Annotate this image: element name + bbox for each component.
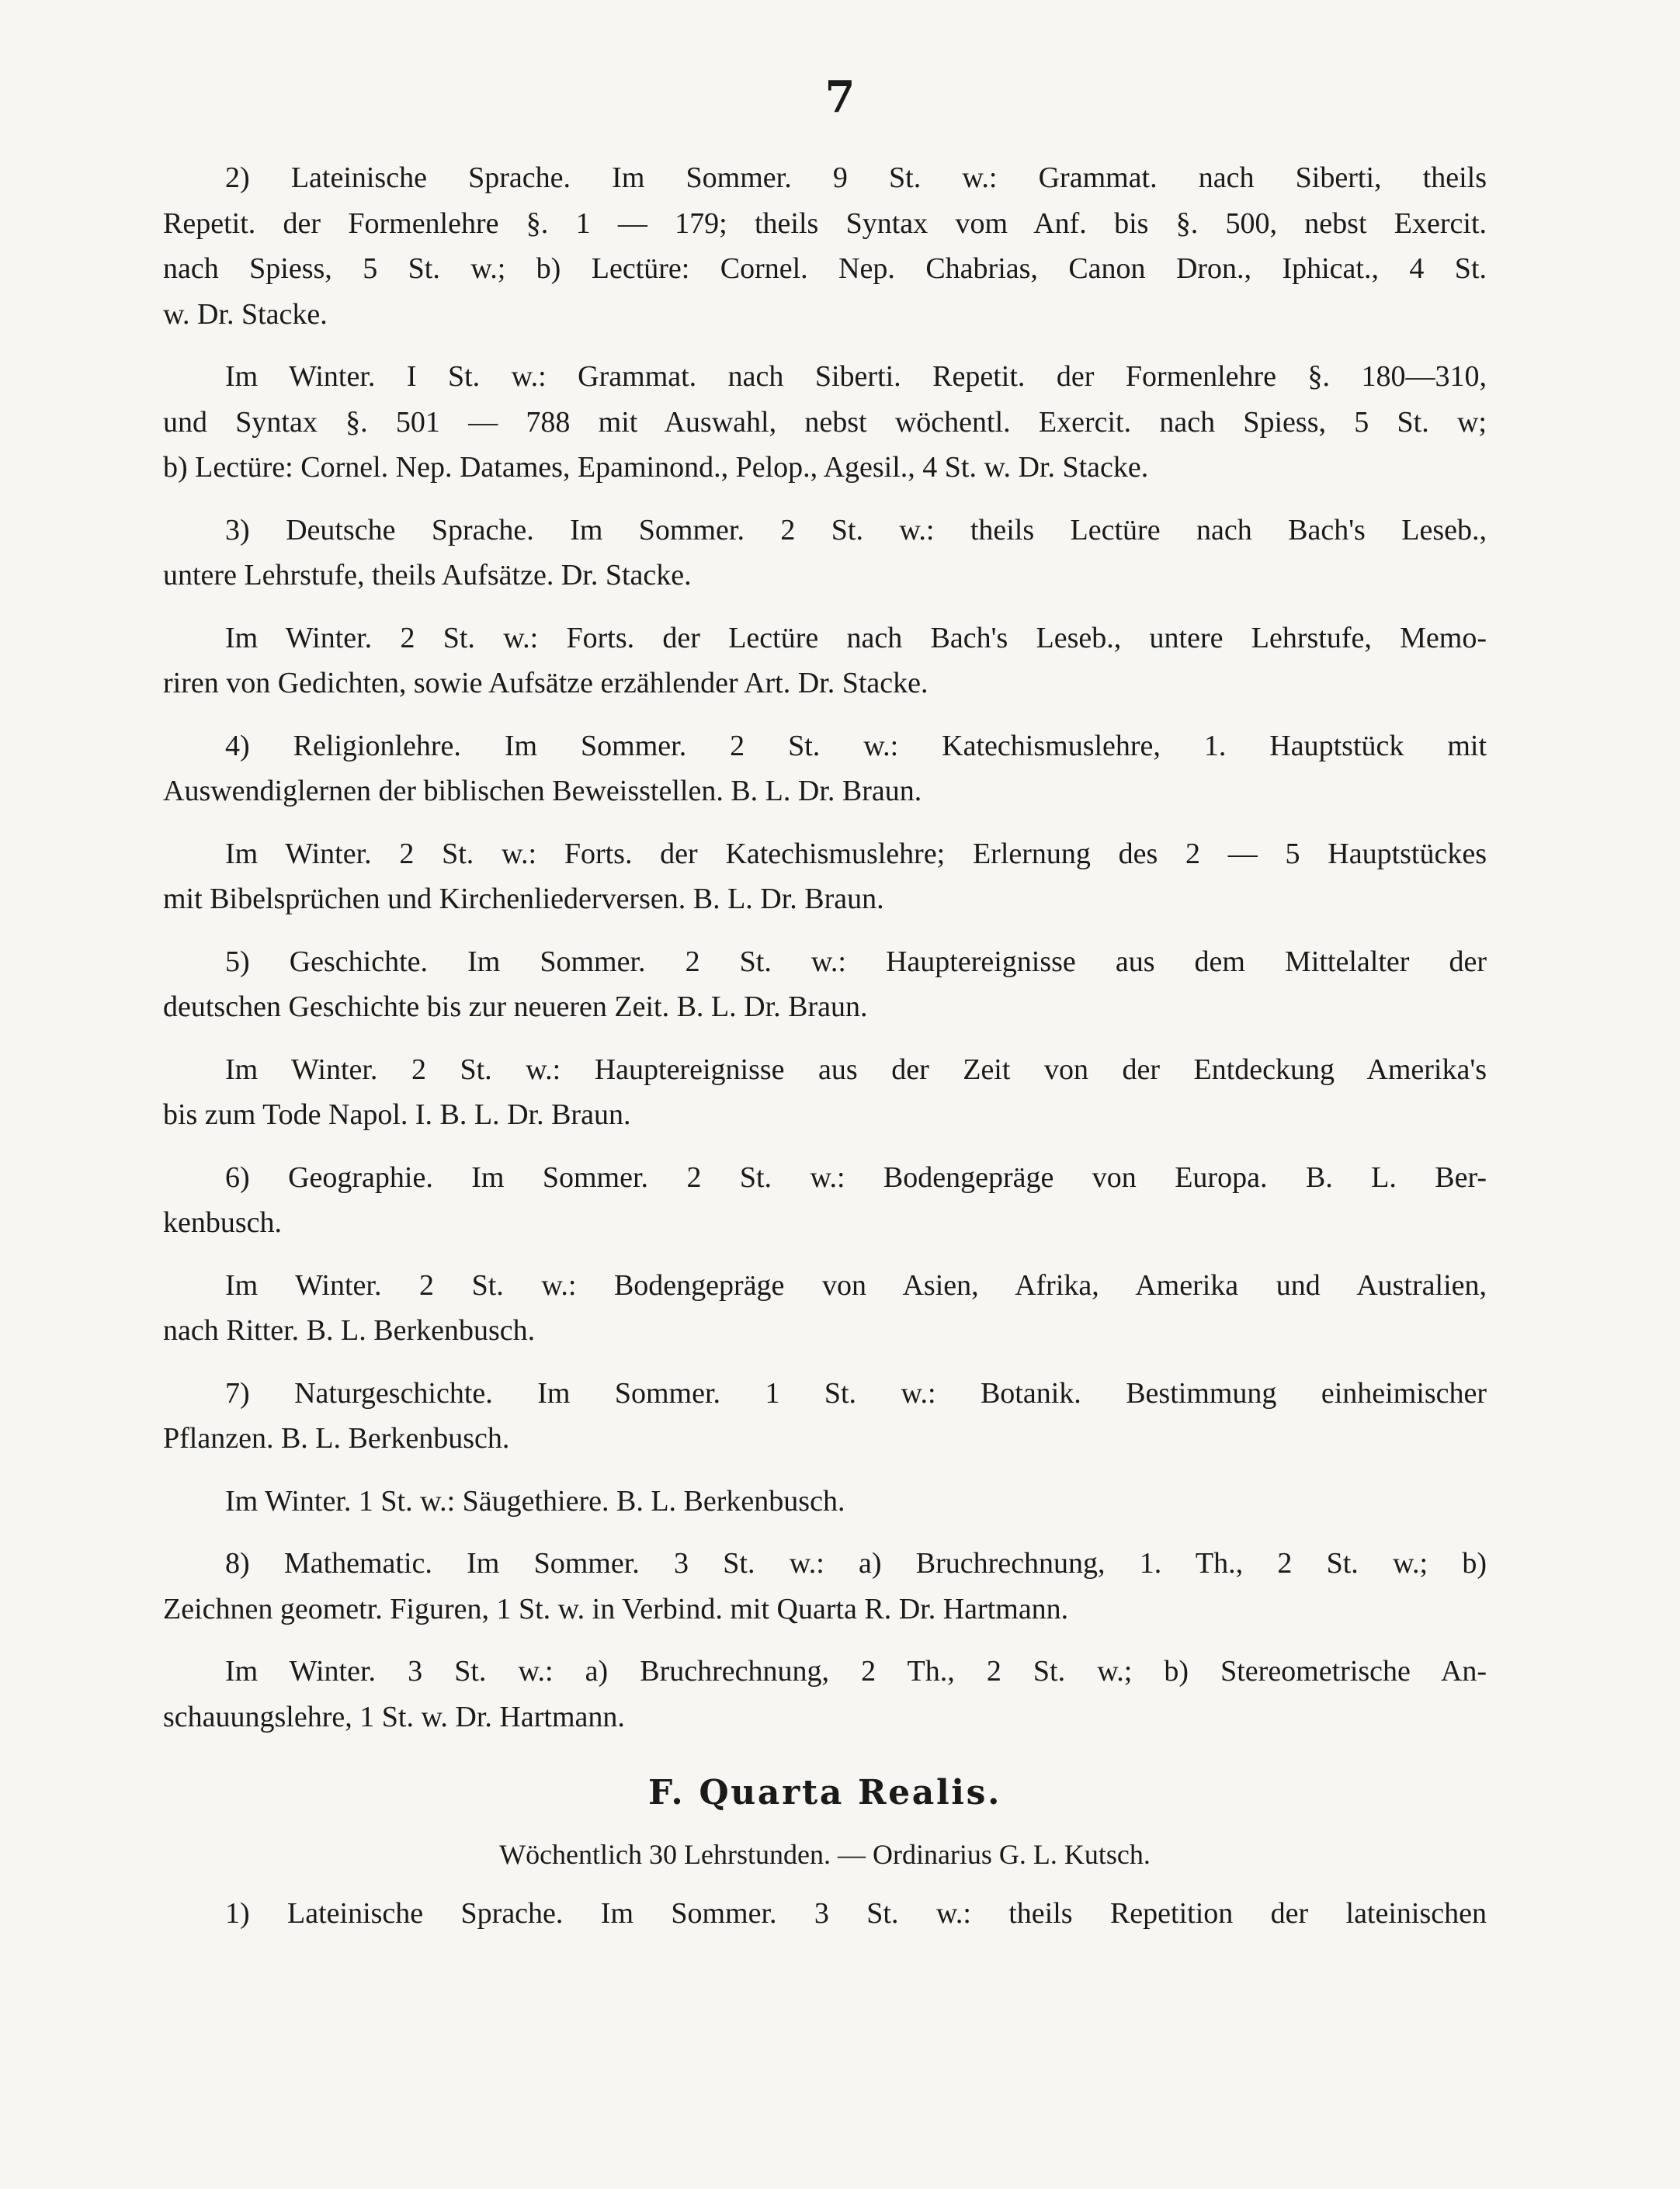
paragraph [163, 1047, 1487, 1138]
text-line: 7) Naturgeschichte. Im Sommer. 1 St. w.: Botanik. Bestimmung einheimischer [225, 1376, 1487, 1410]
paragraph [163, 723, 1487, 814]
paragraph [163, 1155, 1487, 1246]
text-line: Im Winter. I St. w.: Grammat. nach Siberti. Repetit. der Formenlehre §. 180—310, [225, 360, 1487, 393]
final-line: 1) Lateinische Sprache. Im Sommer. 3 St. w.: theils Repetition der lateinischen [225, 1897, 1487, 1930]
paragraph [163, 1649, 1487, 1740]
page-content [163, 155, 1487, 1954]
text-line: 8) Mathematic. Im Sommer. 3 St. w.: a) Bruchrechnung, 1. Th., 2 St. w.; b) [225, 1547, 1487, 1580]
text-line: untere Lehrstufe, theils Aufsätze. Dr. Stacke. [163, 559, 692, 591]
final-paragraph [163, 1891, 1487, 1937]
text-line: 2) Lateinische Sprache. Im Sommer. 9 St. w.: Grammat. nach Siberti, theils [225, 161, 1487, 194]
text-line: w. Dr. Stacke. [163, 297, 328, 331]
text-line: kenbusch. [163, 1206, 283, 1239]
text-line: Zeichnen geometr. Figuren, 1 St. w. in Verbind. mit Quarta R. Dr. Hartmann. [163, 1592, 1069, 1625]
page-number: 7 [824, 71, 856, 123]
text-line: Im Winter. 1 St. w.: Säugethiere. B. L. Berkenbusch. [225, 1484, 845, 1518]
text-line: Pflanzen. B. L. Berkenbusch. [163, 1422, 510, 1455]
text-line: schauungslehre, 1 St. w. Dr. Hartmann. [163, 1700, 625, 1733]
text-line: und Syntax §. 501 — 788 mit Auswahl, nebst wöchentl. Exercit. nach Spiess, 5 St. w; [163, 405, 1487, 439]
text-line: 6) Geographie. Im Sommer. 2 St. w.: Bodengepräge von Europa. B. L. Ber- [225, 1160, 1487, 1194]
text-line: Im Winter. 2 St. w.: Bodengepräge von Asien, Afrika, Amerika und Australien, [225, 1268, 1487, 1302]
paragraph-list [163, 155, 1487, 1740]
text-line: riren von Gedichten, sowie Aufsätze erzählender Art. Dr. Stacke. [163, 667, 929, 699]
paragraph [163, 1371, 1487, 1462]
paragraph [163, 939, 1487, 1030]
text-line: deutschen Geschichte bis zur neueren Zeit. B. L. Dr. Braun. [163, 990, 868, 1023]
text-line: nach Ritter. B. L. Berkenbusch. [163, 1314, 536, 1347]
text-line: b) Lectüre: Cornel. Nep. Datames, Epaminond., Pelop., Agesil., 4 St. w. Dr. Stacke. [163, 451, 1149, 484]
text-line: mit Bibelsprüchen und Kirchenliederversen. B. L. Dr. Braun. [163, 883, 884, 915]
section-subheading: Wöchentlich 30 Lehrstunden. — Ordinarius G. L. Kutsch. [499, 1838, 1151, 1870]
section-heading: F. Quarta Realis. [647, 1773, 1002, 1813]
text-line: 4) Religionlehre. Im Sommer. 2 St. w.: Katechismuslehre, 1. Hauptstück mit [225, 729, 1487, 762]
text-line: Im Winter. 2 St. w.: Forts. der Lectüre nach Bach's Leseb., untere Lehrstufe, Memo- [225, 621, 1487, 654]
text-line: Im Winter. 2 St. w.: Hauptereignisse aus der Zeit von der Entdeckung Amerika's [225, 1053, 1487, 1086]
paragraph [163, 508, 1487, 598]
paragraph [163, 1263, 1487, 1354]
paragraph [163, 1541, 1487, 1632]
text-line: bis zum Tode Napol. I. B. L. Dr. Braun. [163, 1098, 631, 1131]
text-line: nach Spiess, 5 St. w.; b) Lectüre: Cornel. Nep. Chabrias, Canon Dron., Iphicat., 4 St. [163, 252, 1487, 285]
text-line: Auswendiglernen der biblischen Beweisstellen. B. L. Dr. Braun. [163, 775, 922, 807]
paragraph [163, 616, 1487, 706]
paragraph [163, 831, 1487, 922]
paragraph [163, 1479, 1487, 1525]
paragraph [163, 354, 1487, 491]
text-line: 5) Geschichte. Im Sommer. 2 St. w.: Hauptereignisse aus dem Mittelalter der [225, 945, 1487, 978]
text-line: Im Winter. 2 St. w.: Forts. der Katechismuslehre; Erlernung des 2 — 5 Hauptstückes [225, 837, 1487, 870]
paragraph [163, 155, 1487, 337]
text-line: Repetit. der Formenlehre §. 1 — 179; theils Syntax vom Anf. bis §. 500, nebst Exercit. [163, 206, 1487, 240]
text-line: 3) Deutsche Sprache. Im Sommer. 2 St. w.: theils Lectüre nach Bach's Leseb., [225, 513, 1487, 546]
text-line: Im Winter. 3 St. w.: a) Bruchrechnung, 2 Th., 2 St. w.; b) Stereometrische An- [225, 1655, 1487, 1688]
